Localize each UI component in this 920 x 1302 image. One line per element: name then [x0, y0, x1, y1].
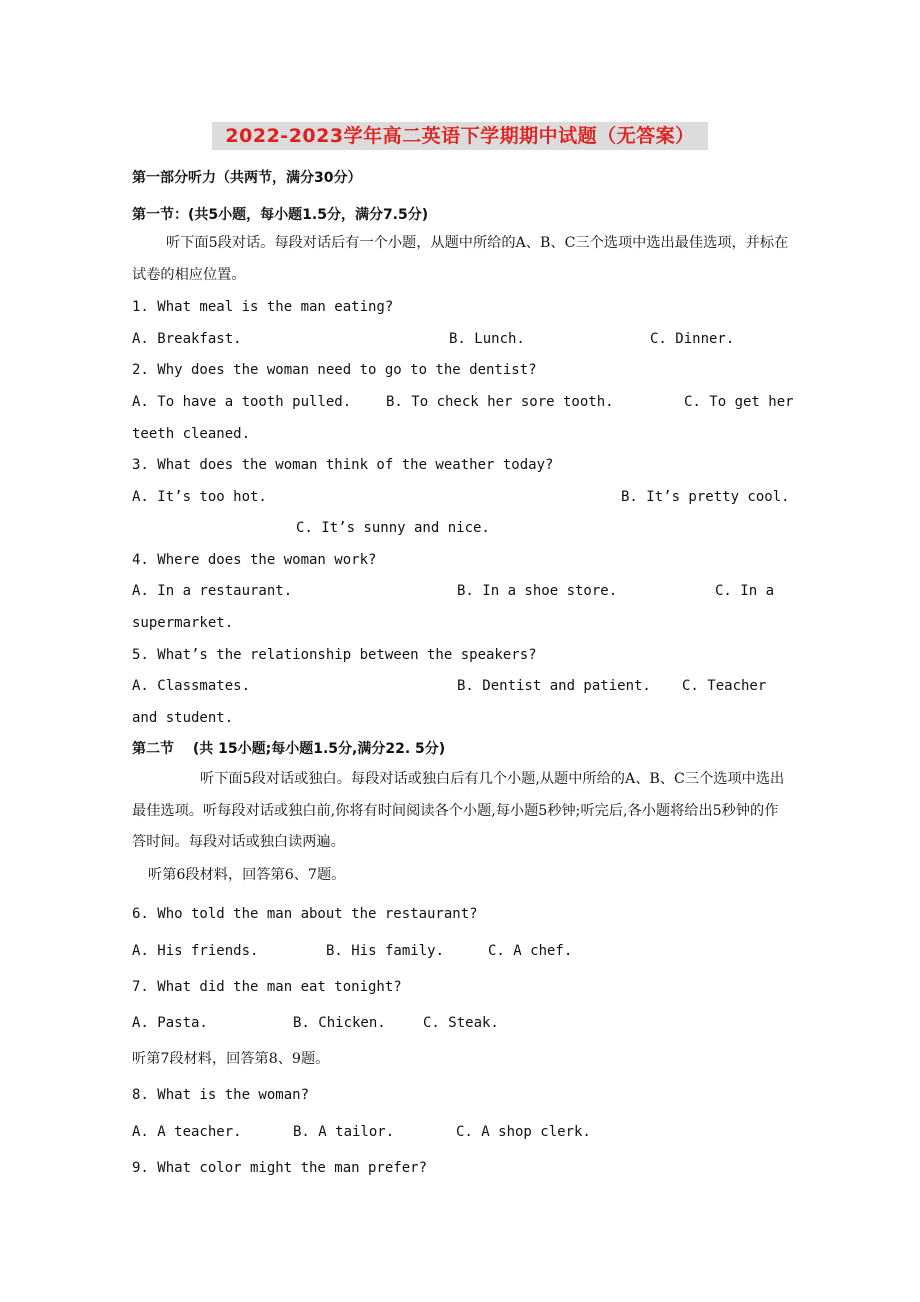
q6-option-a: A. His friends.: [132, 943, 259, 959]
section2-heading: 第二节 (共 15小题;每小题1.5分,满分22. 5分): [132, 741, 446, 757]
question-9: 9. What color might the man prefer?: [132, 1160, 428, 1176]
q7-option-b: B. Chicken.: [293, 1015, 386, 1031]
q7-option-a: A. Pasta.: [132, 1015, 208, 1031]
q2-option-b: B. To check her sore tooth.: [386, 394, 614, 410]
q6-option-c: C. A chef.: [488, 943, 573, 959]
question-6: 6. Who told the man about the restaurant?: [132, 906, 478, 922]
q3-option-a: A. It’s too hot.: [132, 489, 267, 505]
q5-option-a: A. Classmates.: [132, 678, 251, 694]
q2-option-c-cont: teeth cleaned.: [132, 426, 251, 442]
q2-option-a: A. To have a tooth pulled.: [132, 394, 352, 410]
material-6-instruction: 听第6段材料，回答第6、7题。: [148, 867, 346, 883]
q4-option-a: A. In a restaurant.: [132, 583, 293, 599]
document-title: 2022-2023学年高二英语下学期期中试题（无答案）: [212, 122, 708, 150]
q8-option-c: C. A shop clerk.: [456, 1124, 591, 1140]
q5-option-c-cont: and student.: [132, 710, 234, 726]
q1-option-a: A. Breakfast.: [132, 331, 242, 347]
question-5: 5. What’s the relationship between the speakers?: [132, 647, 537, 663]
q7-option-c: C. Steak.: [423, 1015, 499, 1031]
q1-option-b: B. Lunch.: [449, 331, 525, 347]
q4-option-c-cont: supermarket.: [132, 615, 234, 631]
q4-option-b: B. In a shoe store.: [457, 583, 618, 599]
section2-instruction: 听下面5段对话或独白。每段对话或独白后有几个小题,从题中所给的A、B、C三个选项中选出最佳选项。听每段对话或独白前,你将有时间阅读各个小题,每小题5秒钟;听完后,各小题将给出5秒钟的作答时间。每段对话或独白读两遍。: [132, 771, 785, 850]
q8-option-a: A. A teacher.: [132, 1124, 242, 1140]
q1-option-c: C. Dinner.: [650, 331, 735, 347]
q3-option-b: B. It’s pretty cool.: [621, 489, 790, 505]
q2-option-c: C. To get her: [684, 394, 794, 410]
question-4: 4. Where does the woman work?: [132, 552, 377, 568]
q5-option-b: B. Dentist and patient.: [457, 678, 651, 694]
q5-option-c: C. Teacher: [682, 678, 767, 694]
q3-option-c: C. It’s sunny and nice.: [296, 520, 490, 536]
question-7: 7. What did the man eat tonight?: [132, 979, 402, 995]
section1-instruction: 听下面5段对话。每段对话后有一个小题，从题中所给的A、B、C三个选项中选出最佳选项，并标在试卷的相应位置。: [132, 235, 789, 283]
q8-option-b: B. A tailor.: [293, 1124, 395, 1140]
q4-option-c: C. In a: [715, 583, 775, 599]
question-1: 1. What meal is the man eating?: [132, 299, 394, 315]
question-3: 3. What does the woman think of the weather today?: [132, 457, 554, 473]
question-2: 2. Why does the woman need to go to the dentist?: [132, 362, 537, 378]
material-7-instruction: 听第7段材料，回答第8、9题。: [132, 1051, 330, 1067]
section1-heading: 第一节：(共5小题，每小题1.5分，满分7.5分): [132, 207, 429, 223]
question-8: 8. What is the woman?: [132, 1087, 310, 1103]
q6-option-b: B. His family.: [326, 943, 445, 959]
part1-heading: 第一部分听力（共两节，满分30分）: [132, 170, 362, 186]
